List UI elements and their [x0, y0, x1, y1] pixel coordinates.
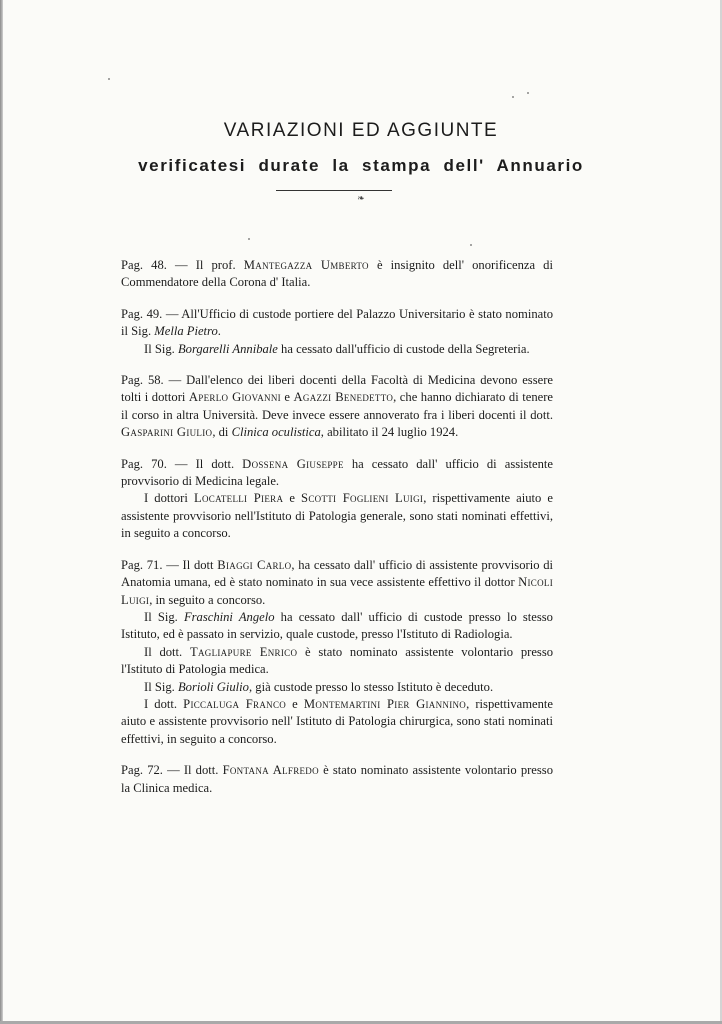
text-run: I dott. [144, 696, 184, 711]
text-run: , di [212, 425, 232, 440]
text-run: e [286, 696, 304, 711]
entry-49 [121, 306, 553, 358]
person-name: Tagliapure Enrico [189, 644, 298, 659]
entry-paragraph [121, 306, 553, 341]
text-run: è insignito dell' onorificenza di Commendatore della Corona d' Italia. [121, 258, 553, 290]
person-name: Montemartini Pier Giannino [303, 696, 467, 711]
text-run: Pag. 49. — All'Ufficio di custode portiere del Palazzo Universitario è stato nominato il Sig. [121, 306, 553, 339]
text-run: , in seguito a concorso. [149, 592, 266, 607]
entry-paragraph [121, 257, 553, 292]
entries-list [121, 257, 553, 811]
text-run: Il Sig. [144, 341, 178, 356]
text-run: Pag. 48. — Il prof. [121, 258, 244, 272]
entry-58 [121, 372, 553, 442]
italic-text: Clinica oculistica [231, 425, 321, 440]
page-title: VARIAZIONI ED AGGIUNTE [223, 120, 499, 141]
text-run: , ha cessato dall' ufficio di assistente provvisorio di Anatomia umana, ed è stato nominato in sua vece assistente effettivo il dottor [121, 557, 554, 590]
person-name: Locatelli Piera [193, 491, 284, 506]
entry-paragraph [121, 679, 553, 696]
entry-48 [121, 257, 553, 292]
entry-paragraph [121, 609, 553, 644]
text-run: Pag. 70. — Il dott. [121, 456, 243, 471]
text-run: , che hanno dichiarato di tenere il corso in altra Università. Deve invece essere annoverato fra i liberi docenti il dott. [121, 390, 553, 422]
italic-text: Borgarelli Annibale [177, 341, 278, 356]
text-run: Pag. 58. — Dall'elenco dei liberi docenti della Facoltà di Medicina devono essere tolti i dottori [121, 373, 553, 405]
page-subtitle: verificatesi durate la stampa dell' Annuario [138, 156, 584, 175]
scan-speck [470, 244, 472, 246]
person-name: Dossena Giuseppe [242, 456, 344, 471]
text-run: , rispettivamente aiuto e assistente provvisorio nell'Istituto di Patologia generale, sono stati nominati effettivi, in seguito a concorso. [121, 491, 554, 541]
text-run: Pag. 71. — Il dott [121, 557, 218, 572]
entry-paragraph [121, 490, 553, 542]
scan-speck [108, 78, 110, 80]
entry-paragraph [121, 557, 553, 609]
text-run: e [280, 390, 294, 405]
person-name: Fontana Alfredo [222, 763, 319, 778]
text-run: ha cessato dall'ufficio di custode della Segreteria. [277, 341, 530, 356]
text-run: Il dott. [144, 644, 190, 659]
text-run: , già custode presso lo stesso Istituto è deceduto. [248, 679, 494, 694]
entry-paragraph [121, 372, 553, 442]
entry-70 [121, 456, 553, 543]
entry-paragraph [121, 456, 553, 491]
italic-text: Borioli Giulio [177, 679, 249, 694]
entry-paragraph [121, 644, 553, 679]
text-run: . [217, 324, 221, 339]
scan-speck [527, 92, 529, 94]
text-run: , abilitato il 24 luglio 1924. [320, 425, 459, 440]
title-rule [276, 190, 392, 191]
scan-speck [248, 238, 250, 240]
text-run: e [283, 491, 302, 506]
person-name: Mantegazza Umberto [243, 258, 369, 272]
person-name: Biaggi Carlo [217, 557, 292, 572]
entry-71 [121, 557, 553, 748]
page-left-edge [0, 0, 3, 1024]
text-run: I dottori [144, 491, 194, 506]
person-name: Scotti Foglieni Luigi [301, 491, 424, 506]
scan-speck [512, 96, 514, 98]
entry-paragraph [121, 341, 553, 358]
entry-72 [121, 762, 553, 797]
text-run: ha cessato dall' ufficio di assistente provvisorio di Medicina legale. [121, 456, 553, 489]
text-run: è stato nominato assistente volontario presso l'Istituto di Patologia medica. [121, 644, 554, 677]
person-name: Aperlo Giovanni [188, 390, 281, 405]
italic-text: Fraschini Angelo [183, 609, 275, 624]
text-run: , rispettivamente aiuto e assistente provvisorio nell' Istituto di Patologia chirurgica, sono stati nominati effettivi, in seguito a concorso. [121, 696, 553, 746]
text-run: Pag. 72. — Il dott. [121, 763, 223, 778]
entry-paragraph [121, 762, 553, 797]
person-name: Agazzi Benedetto [293, 390, 394, 405]
person-name: Piccaluga Franco [183, 696, 287, 711]
person-name: Gasparini Giulio [121, 425, 213, 440]
person-name: Nicoli Luigi [121, 575, 553, 607]
text-run: Il Sig. [144, 679, 178, 694]
text-run: è stato nominato assistente volontario presso la Clinica medica. [121, 763, 553, 795]
text-run: ha cessato dall' ufficio di custode presso lo stesso Istituto, ed è passato in servizio, quale custode, presso l'Istituto di Radiologia. [121, 609, 553, 642]
ornament-icon: ❧ [357, 193, 365, 203]
text-run: Il Sig. [144, 609, 184, 624]
italic-text: Mella Pietro [154, 324, 218, 339]
entry-paragraph [121, 696, 553, 748]
